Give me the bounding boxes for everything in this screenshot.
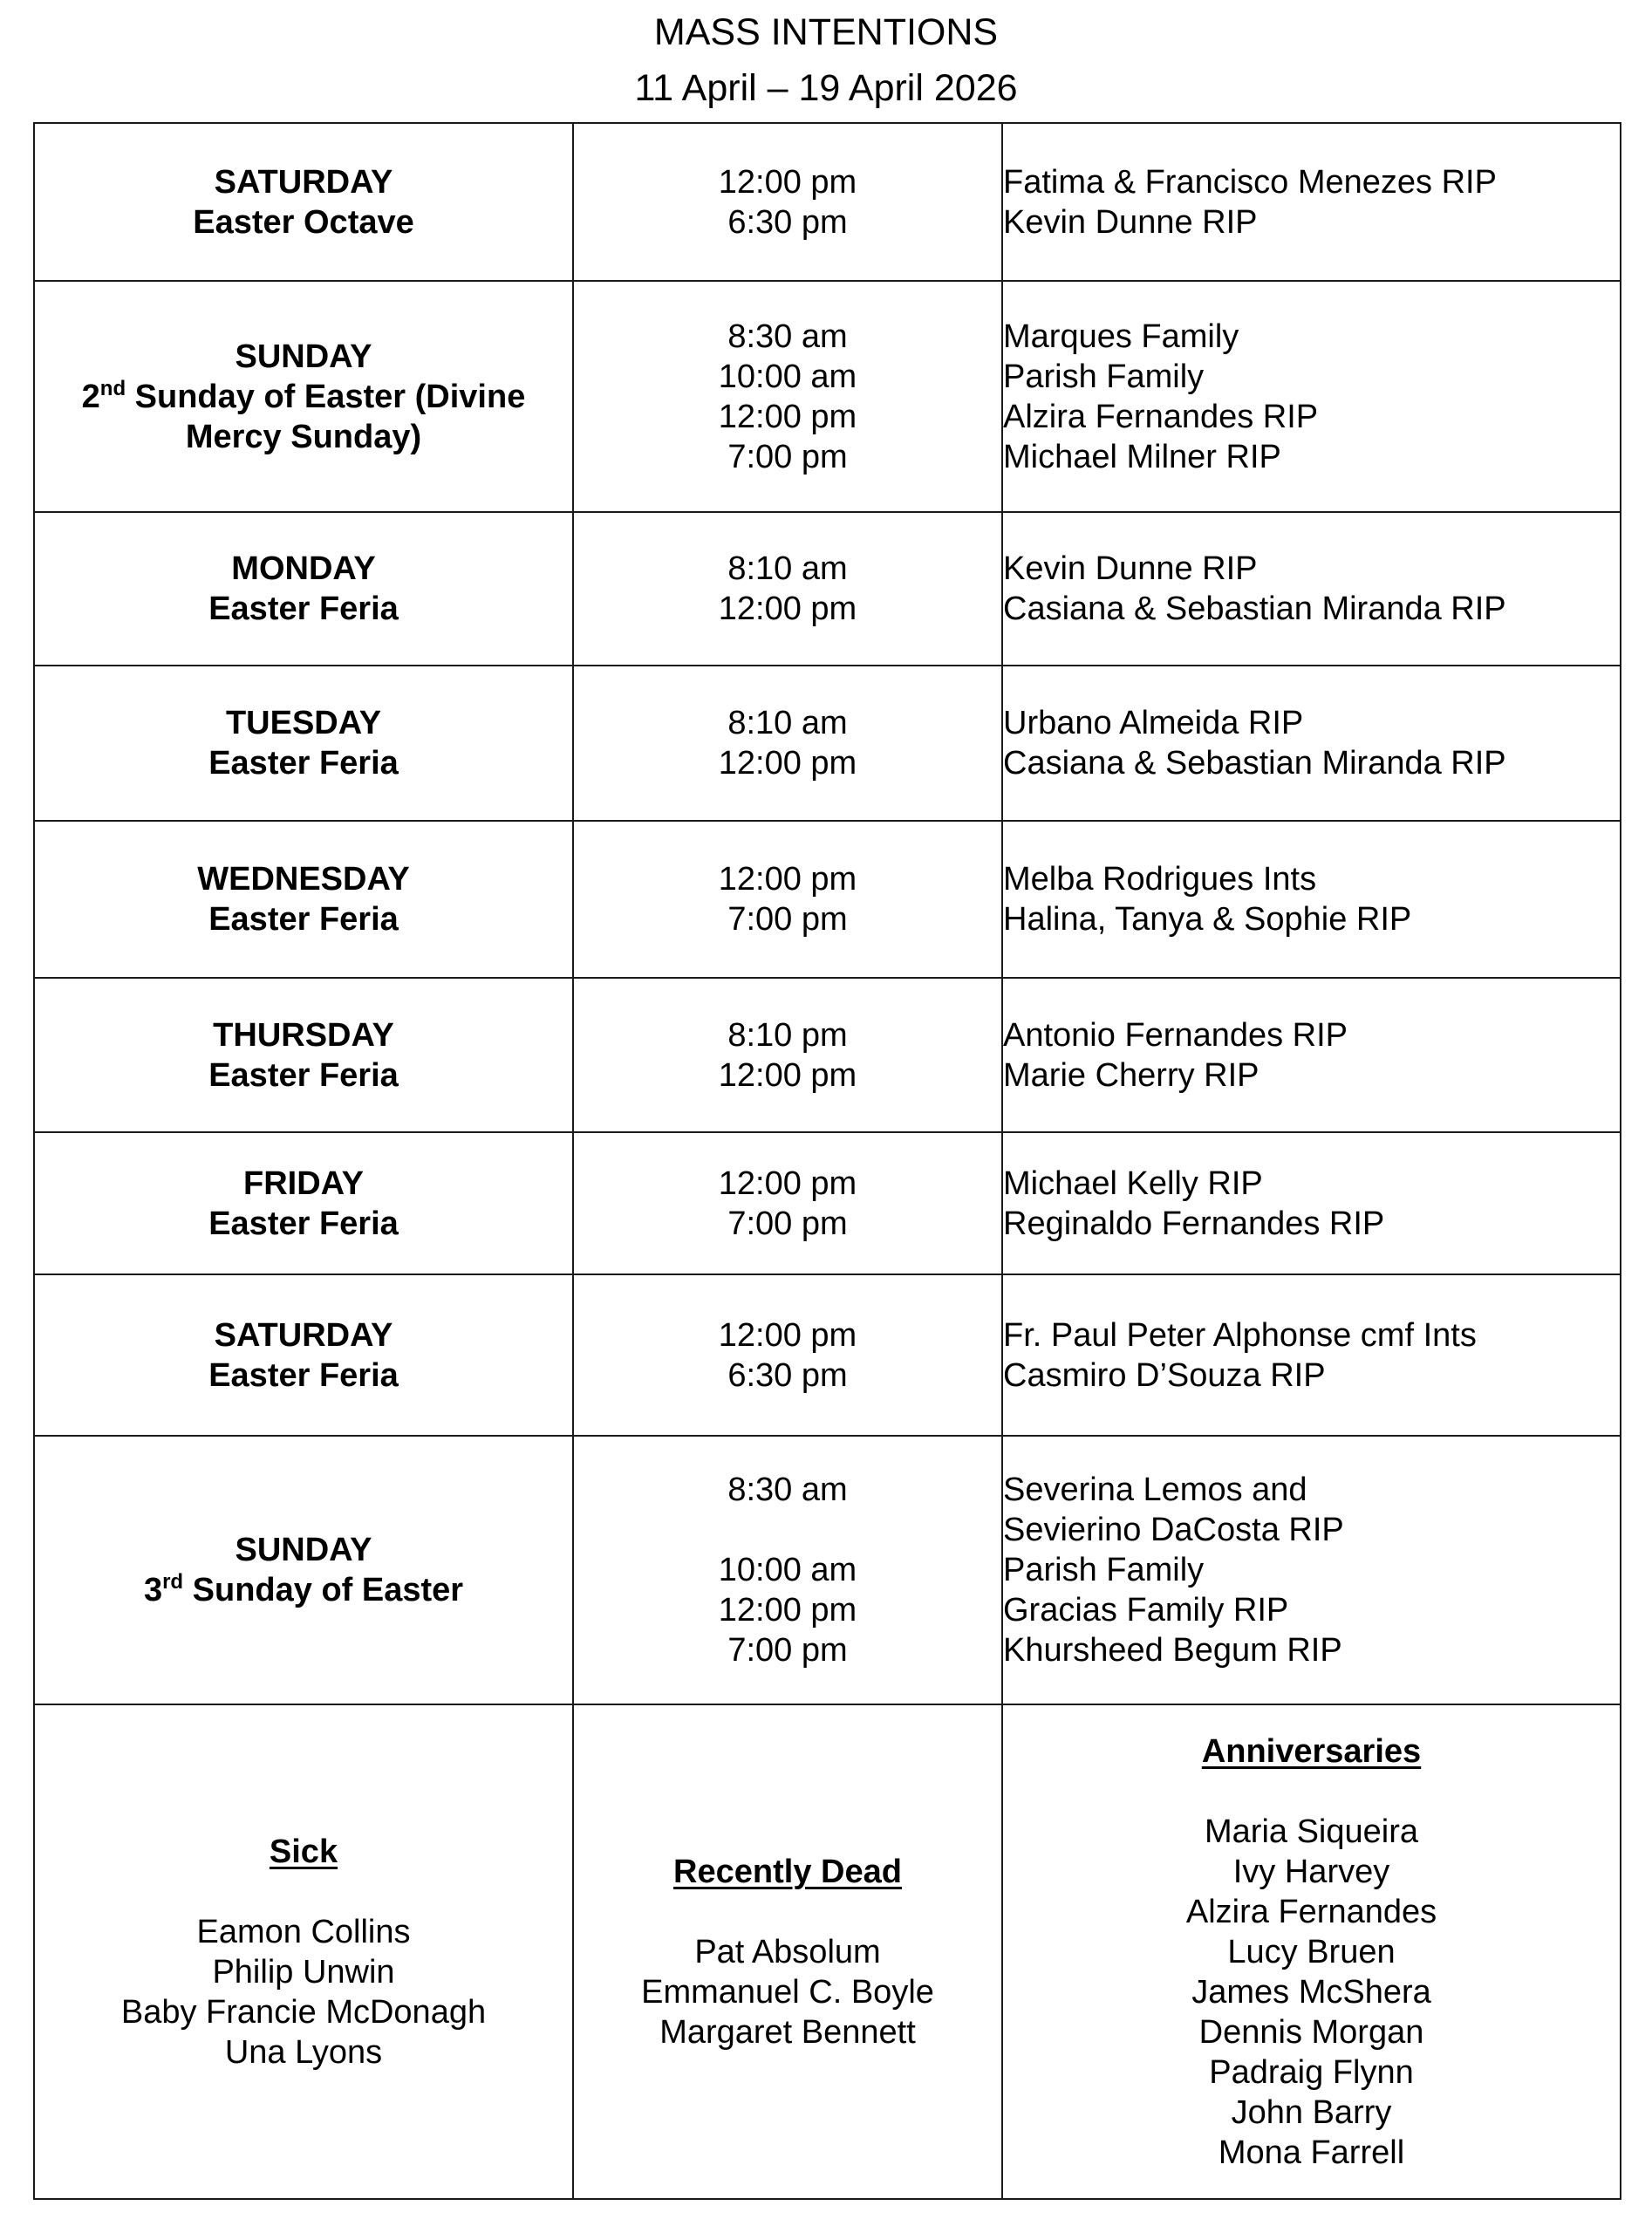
feast-name: Easter Feria [208, 1205, 399, 1242]
schedule-row [34, 281, 1621, 512]
anniversaries-list [1002, 1704, 1621, 2199]
intentions [1002, 666, 1621, 821]
feast-name: Easter Feria [208, 1356, 399, 1394]
mass-time: 7:00 pm [727, 1632, 848, 1669]
day-cell [34, 821, 573, 978]
list-heading: Anniversaries [1201, 1732, 1422, 1770]
feast-name: Easter Feria [208, 1056, 399, 1094]
intention: Alzira Fernandes RIP [1003, 398, 1319, 435]
intention: Michael Kelly RIP [1003, 1164, 1263, 1202]
feast-title: Sunday of Easter (Divine Mercy Sunday) [126, 378, 526, 455]
mass-time: 6:30 pm [727, 203, 848, 241]
feast-name [35, 377, 572, 457]
day-cell [34, 1436, 573, 1704]
list-item: Mona Farrell [1218, 2134, 1405, 2171]
intention: Urbano Almeida RIP [1003, 705, 1304, 741]
feast-name: Easter Feria [208, 901, 399, 938]
intention: Gracias Family RIP [1003, 1592, 1289, 1629]
intentions [1002, 1436, 1621, 1704]
mass-time: 12:00 pm [718, 163, 857, 201]
intention: Casiana & Sebastian Miranda RIP [1003, 745, 1506, 782]
schedule-row [34, 1274, 1621, 1436]
mass-time: 12:00 pm [718, 745, 857, 782]
feast-title: Sunday of Easter [183, 1572, 464, 1608]
list-heading: Sick [269, 1833, 338, 1870]
mass-time: 12:00 pm [718, 591, 857, 627]
day-name: MONDAY [231, 550, 376, 587]
feast-ordinal: 2 [81, 378, 100, 415]
intentions [1002, 281, 1621, 512]
feast-name: Easter Feria [208, 591, 399, 627]
intentions [1002, 123, 1621, 281]
list-item: Lucy Bruen [1227, 1933, 1396, 1970]
feast-name: Easter Octave [193, 203, 414, 241]
mass-time: 7:00 pm [727, 1205, 848, 1242]
intention: Melba Rodrigues Ints [1003, 861, 1317, 898]
list-heading: Recently Dead [673, 1853, 902, 1890]
date-range: 11 April – 19 April 2026 [634, 67, 1018, 109]
list-item: Maria Siqueira [1205, 1813, 1418, 1850]
day-cell [34, 123, 573, 281]
mass-times [573, 512, 1002, 666]
feast-name: Easter Feria [208, 745, 399, 782]
day-name: SATURDAY [214, 163, 393, 201]
feast-ordinal: 3 [143, 1572, 163, 1608]
intention: Fatima & Francisco Menezes RIP [1003, 163, 1497, 201]
schedule-row [34, 666, 1621, 821]
mass-time: 10:00 am [718, 358, 857, 395]
list-item: Pat Absolum [694, 1933, 881, 1970]
day-name: WEDNESDAY [197, 861, 410, 898]
mass-time: 12:00 pm [718, 861, 857, 898]
intention: Antonio Fernandes RIP [1003, 1016, 1348, 1054]
list-item: Una Lyons [224, 2033, 383, 2071]
intention: Parish Family [1003, 358, 1205, 395]
list-item: Ivy Harvey [1232, 1853, 1390, 1890]
intention: Khursheed Begum RIP [1003, 1632, 1342, 1669]
mass-times [573, 123, 1002, 281]
mass-time: 8:10 pm [727, 1016, 848, 1054]
intention: Sevierino DaCosta RIP [1003, 1512, 1344, 1548]
schedule-row [34, 978, 1621, 1132]
intention: Michael Milner RIP [1003, 438, 1281, 475]
mass-times [573, 1274, 1002, 1436]
schedule-row [34, 123, 1621, 281]
mass-time: 12:00 pm [718, 1592, 857, 1629]
mass-time: 7:00 pm [727, 901, 848, 938]
mass-intentions-table [33, 122, 1621, 2200]
day-name: SUNDAY [235, 1532, 372, 1568]
day-name: FRIDAY [243, 1164, 364, 1202]
mass-time: 6:30 pm [727, 1356, 848, 1394]
day-cell [34, 281, 573, 512]
list-item: Dennis Morgan [1198, 2013, 1424, 2051]
intention: Marques Family [1003, 318, 1239, 355]
mass-time: 12:00 pm [718, 1056, 857, 1094]
day-cell [34, 978, 573, 1132]
mass-times [573, 1132, 1002, 1274]
mass-time: 12:00 pm [718, 1316, 857, 1354]
list-item: Baby Francie McDonagh [120, 1993, 487, 2031]
mass-times [573, 281, 1002, 512]
list-item: Emmanuel C. Boyle [641, 1973, 934, 2011]
day-cell [34, 1132, 573, 1274]
intention: Kevin Dunne RIP [1003, 550, 1258, 587]
intention: Parish Family [1003, 1552, 1205, 1588]
day-name: TUESDAY [225, 705, 382, 741]
mass-time: 10:00 am [718, 1552, 857, 1588]
prayer-lists-row [34, 1704, 1621, 2199]
intention: Fr. Paul Peter Alphonse cmf Ints [1003, 1316, 1477, 1354]
schedule-row [34, 1132, 1621, 1274]
list-item: James McShera [1191, 1973, 1431, 2011]
intentions [1002, 512, 1621, 666]
page-title: MASS INTENTIONS [653, 11, 999, 53]
intentions [1002, 821, 1621, 978]
day-cell [34, 1274, 573, 1436]
day-cell [34, 666, 573, 821]
mass-time: 8:10 am [727, 705, 848, 741]
intentions [1002, 978, 1621, 1132]
mass-time: 7:00 pm [727, 438, 848, 475]
recently-dead-list [573, 1704, 1002, 2199]
list-item: Alzira Fernandes [1185, 1893, 1437, 1930]
mass-time: 8:10 am [727, 550, 848, 587]
mass-time: 8:30 am [727, 1472, 848, 1508]
sick-list [34, 1704, 573, 2199]
day-name: SUNDAY [235, 338, 372, 375]
schedule-row [34, 1436, 1621, 1704]
list-item: Margaret Bennett [659, 2013, 916, 2051]
feast-ordinal-suffix: nd [99, 376, 126, 400]
list-item: Padraig Flynn [1209, 2053, 1414, 2091]
feast-ordinal-suffix: rd [162, 1570, 184, 1594]
day-name: THURSDAY [213, 1016, 394, 1054]
intention: Casiana & Sebastian Miranda RIP [1003, 591, 1506, 627]
mass-time: 12:00 pm [718, 1164, 857, 1202]
intention: Halina, Tanya & Sophie RIP [1003, 901, 1412, 938]
intention: Severina Lemos and [1003, 1472, 1307, 1508]
mass-times [573, 978, 1002, 1132]
intention: Casmiro D’Souza RIP [1003, 1356, 1326, 1394]
intention: Reginaldo Fernandes RIP [1003, 1205, 1385, 1242]
feast-name [35, 1570, 572, 1610]
intentions [1002, 1274, 1621, 1436]
mass-times [573, 666, 1002, 821]
spacer [574, 1510, 1001, 1550]
mass-times [573, 1436, 1002, 1704]
mass-times [573, 821, 1002, 978]
list-item: Philip Unwin [212, 1953, 395, 1991]
intention: Kevin Dunne RIP [1003, 203, 1258, 241]
day-name: SATURDAY [214, 1316, 393, 1354]
schedule-row [34, 512, 1621, 666]
schedule-row [34, 821, 1621, 978]
mass-time: 8:30 am [727, 318, 848, 355]
day-cell [34, 512, 573, 666]
list-item: Eamon Collins [196, 1913, 411, 1950]
intentions [1002, 1132, 1621, 1274]
list-item: John Barry [1231, 2093, 1392, 2131]
intention: Marie Cherry RIP [1003, 1056, 1259, 1094]
mass-time: 12:00 pm [718, 398, 857, 435]
